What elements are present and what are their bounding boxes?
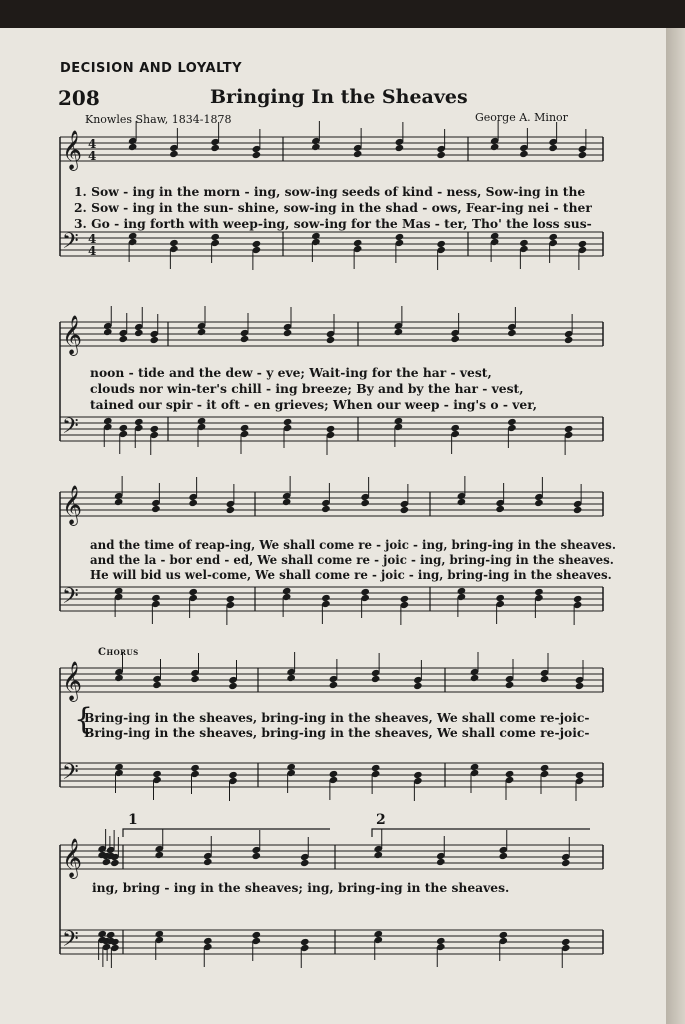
bass-note [226,595,236,625]
bass-clef-icon: 𝄢 [62,760,79,790]
treble-note [573,484,583,514]
treble-note [561,837,571,867]
lyric-line: 3. Go - ing forth with weep-ing, sow-ing for the Mas - ter, Tho' the loss sus- [74,216,592,231]
treble-note [457,476,467,506]
lyric-line: He will bid us wel-come, We shall come re - joic - ing, bring-ing in the sheaves. [90,568,612,582]
bass-note [149,425,159,455]
bass-note [457,587,467,617]
bass-note [519,239,529,269]
time-signature: 4 [88,244,97,258]
bass-note [498,931,508,961]
bass-note [210,233,220,263]
bass-note [134,418,144,448]
treble-note [470,652,480,682]
treble-clef-icon: 𝄞 [62,315,83,355]
bass-note [548,233,558,263]
bass-note [490,232,500,262]
second-ending-bracket [372,829,590,837]
bass-note [578,240,588,270]
final-lyric-line: ing, bring - ing in the sheaves; ing, bring-ing in the sheaves. [92,880,510,895]
chorus-lyric-line: Bring-ing in the sheaves, bring-ing in the sheaves, We shall come re-joic- [84,725,590,740]
bass-note [300,938,310,968]
bass-note [436,240,446,270]
treble-note [373,829,383,859]
treble-clef-icon: 𝄞 [62,661,83,701]
first-ending-number: 1 [128,812,138,828]
hymn-number: 208 [58,86,100,110]
bass-note [197,417,207,447]
hymn-title: Bringing In the Sheaves [210,86,468,108]
music-system-5 [0,815,666,975]
bass-note [395,233,405,263]
bass-note [228,771,238,801]
bass-note [561,938,571,968]
bass-note [371,764,381,794]
bass-note [360,588,370,618]
lyric-line: clouds nor win-ter's chill - ing breeze; By and by the har - vest, [90,381,524,396]
bass-staff [60,587,603,611]
chorus-lyric-line: Bring-ing in the sheaves, bring-ing in the sheaves, We shall come re-joic- [84,710,590,725]
bass-note [154,930,164,960]
chorus-label: Chorus [98,647,139,658]
bass-note [118,424,128,454]
bass-note [169,239,179,269]
treble-note [413,660,423,690]
bass-note [575,771,585,801]
treble-note [282,476,292,506]
treble-clef-icon: 𝄞 [62,130,83,170]
bass-note [203,937,213,967]
bass-note [151,594,161,624]
treble-note [300,837,310,867]
bass-note [321,594,331,624]
treble-staff [60,492,603,516]
verse-brace: { [74,702,94,737]
treble-note [436,129,446,159]
bass-note [326,425,336,455]
treble-note [103,306,113,336]
treble-note [197,306,207,336]
bass-note [450,424,460,454]
lyric-line: noon - tide and the dew - y eve; Wait-ing for the har - vest, [90,365,492,380]
bass-note [505,770,515,800]
bass-note [311,232,321,262]
bass-clef-icon: 𝄢 [62,584,79,614]
treble-note [286,652,296,682]
hymn-author: Knowles Shaw, 1834-1878 [85,113,232,126]
bass-clef-icon: 𝄢 [62,927,79,957]
bass-note [495,594,505,624]
treble-note [252,129,262,159]
second-ending-number: 2 [376,812,386,828]
bass-note [564,425,574,455]
bass-note [240,424,250,454]
treble-note [228,660,238,690]
treble-note [149,314,159,344]
bass-note [110,938,120,968]
first-ending-bracket [123,829,330,837]
lyric-line: 1. Sow - ing in the morn - ing, sow-ing seeds of kind - ness, Sow-ing in the [74,184,586,199]
bass-staff [60,930,603,954]
bass-note [128,232,138,262]
treble-note [394,306,404,336]
hymn-composer: George A. Minor [475,111,568,124]
treble-clef-icon: 𝄞 [62,838,83,878]
section-heading: DECISION AND LOYALTY [60,61,243,76]
bass-note [114,763,124,793]
bass-note [103,417,113,447]
bass-note [188,588,198,618]
lyric-line: and the la - bor end - ed, We shall come re - joic - ing, bring-ing in the sheaves. [90,553,614,567]
bass-note [251,931,261,961]
bass-note [190,764,200,794]
treble-staff [60,845,603,869]
bass-note [507,418,517,448]
lyric-line: 2. Sow - ing in the sun- shine, sow-ing in the shad - ows, Fear-ing nei - ther [74,200,592,215]
time-signature: 4 [88,232,97,246]
bass-note [114,587,124,617]
treble-note [575,660,585,690]
bass-note [252,240,262,270]
treble-note [400,484,410,514]
bass-note [394,417,404,447]
bass-note [573,595,583,625]
treble-note [490,121,500,151]
bass-clef-icon: 𝄢 [62,229,79,259]
scan-top-edge [0,0,685,28]
treble-note [564,314,574,344]
treble-note [578,129,588,159]
treble-note [114,476,124,506]
bass-note [152,770,162,800]
bass-note [436,937,446,967]
bass-note [329,770,339,800]
bass-clef-icon: 𝄢 [62,414,79,444]
time-signature: 4 [88,137,97,151]
bass-note [413,771,423,801]
treble-note [311,121,321,151]
bass-note [470,763,480,793]
bass-note [282,587,292,617]
bass-note [534,588,544,618]
bass-note [353,239,363,269]
treble-clef-icon: 𝄞 [62,485,83,525]
bass-note [540,764,550,794]
lyric-line: and the time of reap-ing, We shall come re - joic - ing, bring-ing in the sheaves. [90,538,616,552]
bass-note [373,930,383,960]
page-binding-edge [666,28,685,1024]
treble-note [128,121,138,151]
lyric-line: tained our spir - it oft - en grieves; When our weep - ing's o - ver, [90,397,538,412]
treble-note [154,829,164,859]
time-signature: 4 [88,149,97,163]
bass-note [286,763,296,793]
treble-note [226,484,236,514]
bass-note [283,418,293,448]
bass-note [400,595,410,625]
treble-note [326,314,336,344]
